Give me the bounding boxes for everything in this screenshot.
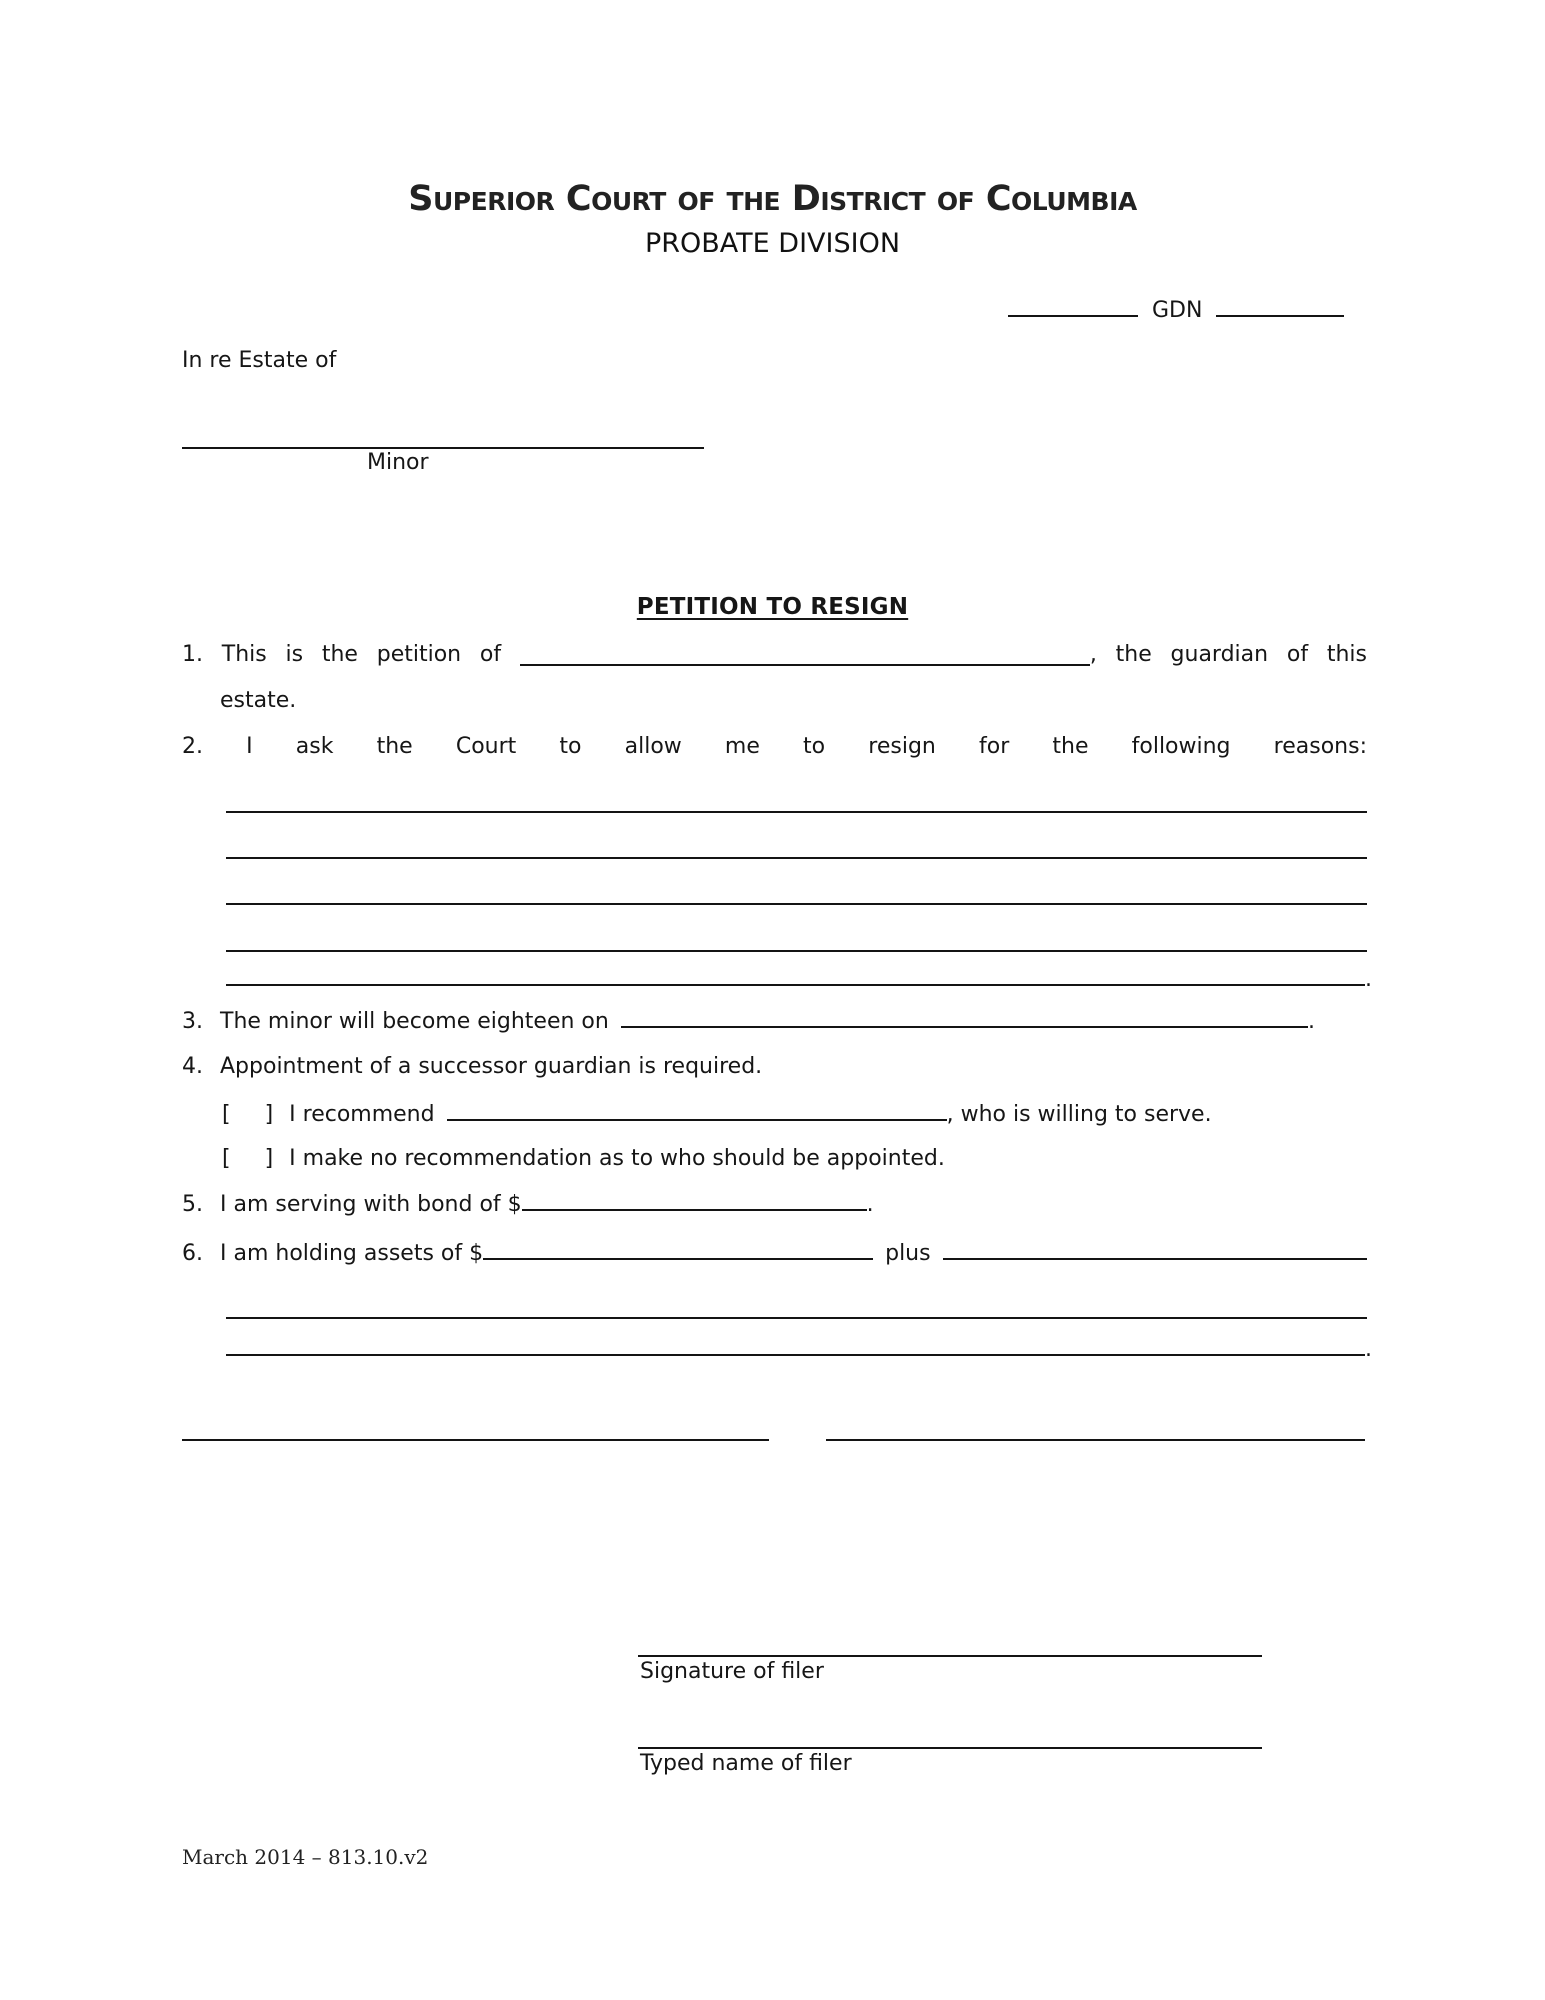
assets-continuation-line-1[interactable] [226, 1289, 1367, 1319]
court-title: Superior Court of the District of Columbia [408, 179, 1137, 219]
reason-line-1[interactable] [226, 783, 1367, 813]
item-1-text-after: , the guardian of this [1089, 642, 1367, 667]
item-5-text: I am serving with bond of $ [220, 1192, 522, 1217]
bond-amount-field[interactable] [522, 1209, 867, 1211]
reason-line-4[interactable] [226, 922, 1367, 952]
item-6-row [182, 1240, 1367, 1268]
item-4-option-2-row [222, 1145, 945, 1173]
in-re-estate-label: In re Estate of [182, 348, 337, 373]
typed-name-field[interactable] [638, 1719, 1262, 1749]
no-recommendation-text: I make no recommendation as to who should be appointed. [289, 1146, 945, 1171]
assets-plus-field[interactable] [943, 1258, 1367, 1260]
assets-amount-field[interactable] [483, 1258, 873, 1260]
item-1-line-2: estate. [220, 688, 297, 713]
item-3-number: 3. [182, 1009, 203, 1034]
no-recommendation-checkbox[interactable]: [ ] [222, 1146, 274, 1171]
item-2-number: 2. [182, 734, 203, 759]
item-4-number: 4. [182, 1054, 203, 1079]
item-3-text: The minor will become eighteen on [220, 1009, 609, 1034]
item-5-end-punct: . [866, 1192, 874, 1217]
case-number-field-left[interactable] [1008, 315, 1138, 317]
signature-field[interactable] [638, 1627, 1262, 1657]
item-5-row [182, 1191, 874, 1219]
typed-name-label: Typed name of filer [640, 1751, 852, 1776]
item-3-end-punct: . [1308, 1009, 1315, 1034]
item-5-number: 5. [182, 1192, 203, 1217]
blank-line-left[interactable] [182, 1411, 769, 1441]
form-heading: PETITION TO RESIGN [636, 594, 909, 620]
reason-line-5[interactable] [226, 984, 1365, 986]
assets-continuation-line-2[interactable] [226, 1354, 1365, 1356]
form-version-footer: March 2014 – 813.10.v2 [182, 1845, 429, 1869]
item-6-end-punct: . [1365, 1337, 1372, 1362]
assets-continuation-line-2-row [226, 1336, 1372, 1364]
reason-line-5-row [226, 966, 1372, 994]
case-number-field-right[interactable] [1216, 315, 1344, 317]
reason-line-2[interactable] [226, 829, 1367, 859]
reasons-end-punct: . [1365, 967, 1372, 992]
division-subtitle: PROBATE DIVISION [644, 228, 901, 259]
item-2-text: I ask the Court to allow me to resign for the following reasons: [246, 734, 1367, 759]
item-3-row [182, 1008, 1315, 1036]
gdn-label: GDN [1152, 298, 1203, 323]
item-6-number: 6. [182, 1241, 203, 1266]
item-6-plus-text: plus [885, 1241, 931, 1266]
item-4-row [182, 1053, 762, 1081]
reason-line-3[interactable] [226, 875, 1367, 905]
estate-name-field[interactable] [182, 419, 704, 449]
signature-label: Signature of filer [640, 1659, 824, 1684]
case-number-row [1008, 297, 1344, 325]
successor-name-field[interactable] [447, 1119, 947, 1121]
recommend-text-after: , who is willing to serve. [946, 1102, 1212, 1127]
eighteen-date-field[interactable] [621, 1026, 1308, 1028]
item-1-text-before: This is the petition of [221, 642, 502, 667]
blank-line-right[interactable] [826, 1411, 1365, 1441]
item-1-line-1 [182, 641, 1367, 669]
petitioner-name-field[interactable] [520, 664, 1090, 666]
item-1-number: 1. [182, 642, 203, 667]
minor-label: Minor [367, 450, 429, 475]
item-6-text: I am holding assets of $ [220, 1241, 484, 1266]
recommend-checkbox[interactable]: [ ] [222, 1102, 274, 1127]
item-4-text: Appointment of a successor guardian is required. [220, 1054, 763, 1079]
item-2-line [182, 733, 1367, 761]
item-4-option-1-row [222, 1101, 1212, 1129]
recommend-text-before: I recommend [289, 1102, 435, 1127]
